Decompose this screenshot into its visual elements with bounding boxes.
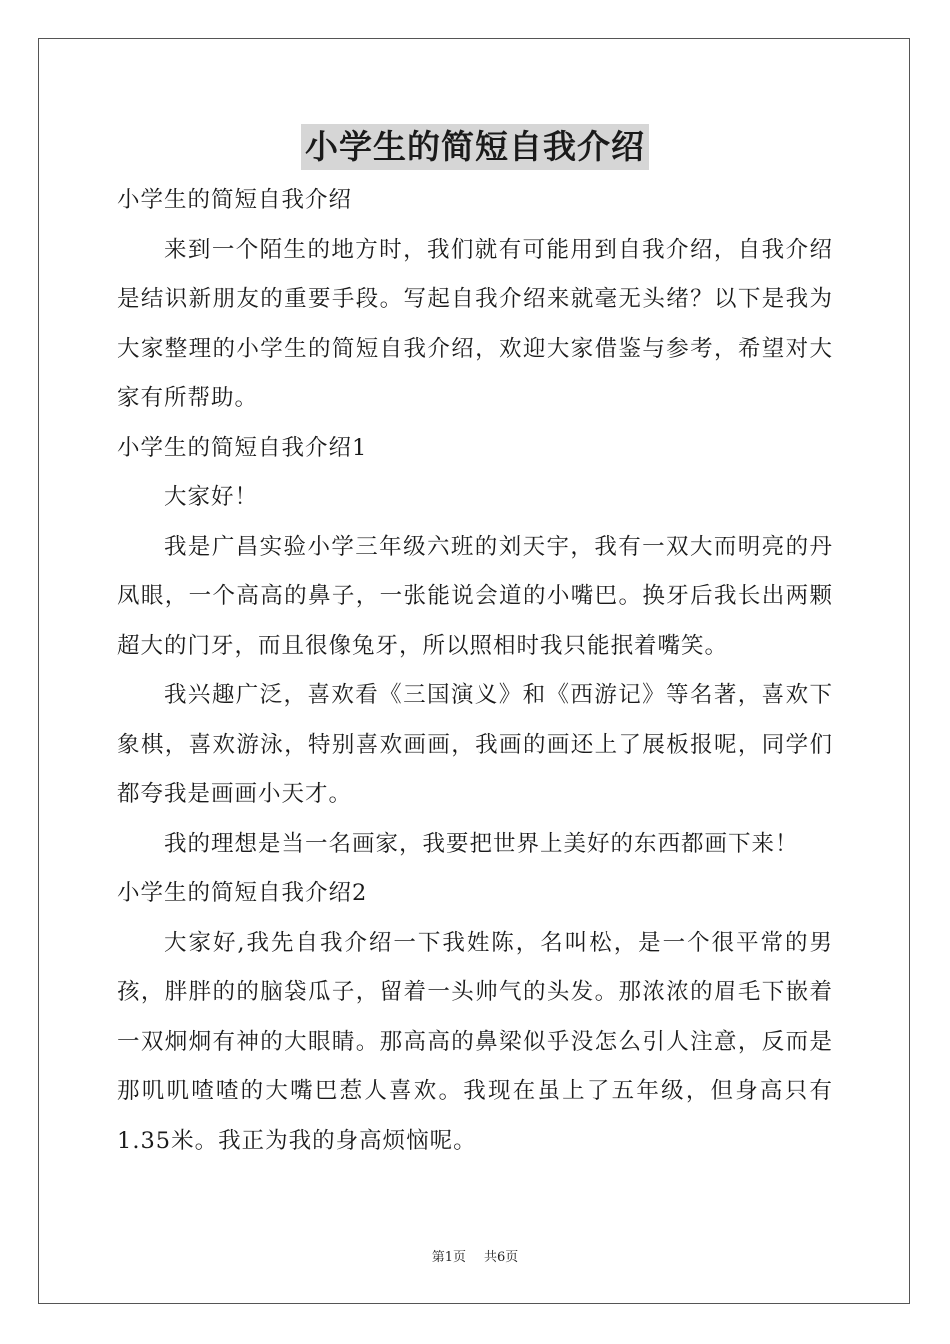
document-title: 小学生的简短自我介绍 <box>301 124 649 170</box>
page-total: 共6页 <box>484 1250 519 1265</box>
page-footer <box>0 1246 950 1265</box>
body-paragraph: 我兴趣广泛，喜欢看《三国演义》和《西游记》等名著，喜欢下象棋，喜欢游泳，特别喜欢画画，我画的画还上了展板报呢，同学们都夸我是画画小天才。 <box>117 682 833 807</box>
body-paragraph: 大家好！ <box>164 484 259 510</box>
body-paragraph: 我是广昌实验小学三年级六班的刘天宇，我有一双大而明亮的丹凤眼，一个高高的鼻子，一张能说会道的小嘴巴。换牙后我长出两颗超大的门牙，而且很像兔牙，所以照相时我只能抿着嘴笑。 <box>117 533 833 659</box>
page-number: 第1页 <box>431 1250 466 1265</box>
intro-paragraph: 来到一个陌生的地方时，我们就有可能用到自我介绍，自我介绍是结识新朋友的重要手段。写起自我介绍来就毫无头绪？以下是我为大家整理的小学生的简短自我介绍，欢迎大家借鉴与参考，希望对大家有所帮助。 <box>117 236 833 411</box>
section-heading: 小学生的简短自我介绍2 <box>117 880 368 906</box>
body-paragraph: 大家好,我先自我介绍一下我姓陈，名叫松，是一个很平常的男孩，胖胖的的脑袋瓜子，留着一头帅气的头发。那浓浓的眉毛下嵌着一双炯炯有神的大眼睛。那高高的鼻梁似乎没怎么引人注意，反而是那叽叽喳喳的大嘴巴惹人喜欢。我现在虽上了五年级，但身高只有1.35米。我正为我的身高烦恼呢。 <box>117 929 833 1154</box>
body-paragraph: 我的理想是当一名画家，我要把世界上美好的东西都画下来！ <box>164 830 799 857</box>
section-heading: 小学生的简短自我介绍 <box>117 187 353 213</box>
document-body <box>117 176 833 1166</box>
section-heading: 小学生的简短自我介绍1 <box>117 434 368 461</box>
title-container <box>0 124 950 170</box>
